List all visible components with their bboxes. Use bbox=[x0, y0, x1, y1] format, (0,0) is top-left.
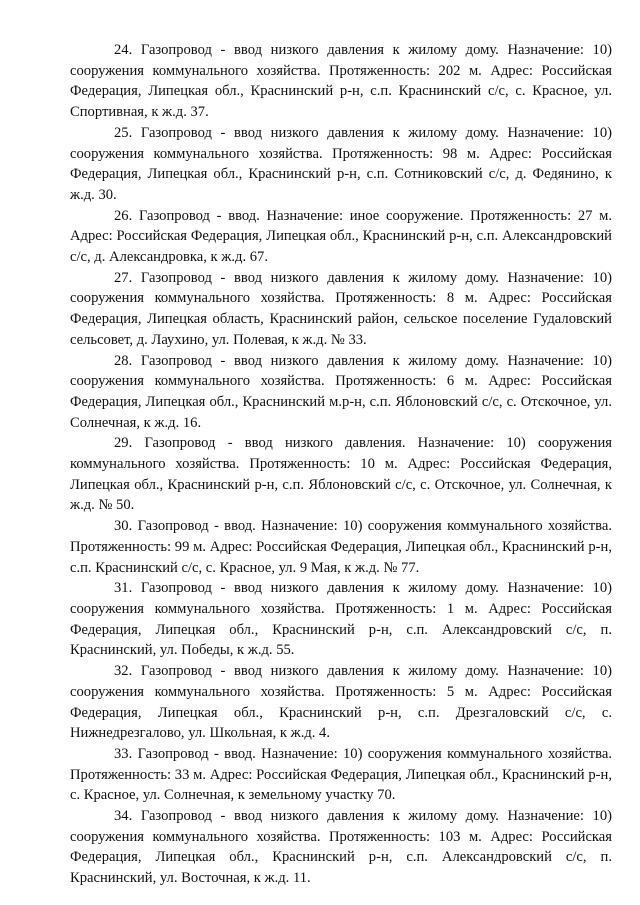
list-item-24: 24. Газопровод - ввод низкого давления к жилому дому. Назначение: 10) сооружения коммунального хозяйства. Протяженность: 202 м. Адрес: Российская Федерация, Липецкая обл., Краснинский р-н, с.п. Краснинский с/с, с. Красное, ул. Спортивная, к ж.д. 37. bbox=[70, 42, 612, 121]
list-item-32: 32. Газопровод - ввод низкого давления к жилому дому. Назначение: 10) сооружения коммунального хозяйства. Протяженность: 5 м. Адрес: Российская Федерация, Липецкая обл., Краснинский р-н, с.п. Дрезгаловский с/с, с. Нижнедрезгалово, ул. Школьная, к ж.д. 4. bbox=[70, 663, 612, 742]
list-item-28: 28. Газопровод - ввод низкого давления к жилому дому. Назначение: 10) сооружения коммунального хозяйства. Протяженность: 6 м. Адрес: Российская Федерация, Липецкая обл., Краснинский м.р-н, с.п. Яблоновский с/с, с. Отскочное, ул. Солнечная, к ж.д. 16. bbox=[70, 352, 612, 431]
list-item-26: 26. Газопровод - ввод. Назначение: иное сооружение. Протяженность: 27 м. Адрес: Российская Федерация, Липецкая обл., Краснинский р-н, с.п. Александровский с/с, д. Александровка, к ж.д. 67. bbox=[70, 207, 612, 266]
list-item-34: 34. Газопровод - ввод низкого давления к жилому дому. Назначение: 10) сооружения коммунального хозяйства. Протяженность: 103 м. Адрес: Российская Федерация, Липецкая обл., Краснинский р-н, с.п. Александровский с/с, п. Краснинский, ул. Восточная, к ж.д. 11. bbox=[70, 808, 612, 887]
list-item-29: 29. Газопровод - ввод низкого давления. Назначение: 10) сооружения коммунального хозяйства. Протяженность: 10 м. Адрес: Российская Федерация, Липецкая обл., Краснинский р-н, с.п. Яблоновский с/с, с. Отскочное, ул. Солнечная, к ж.д. № 50. bbox=[70, 435, 612, 514]
list-item-27: 27. Газопровод - ввод низкого давления к жилому дому. Назначение: 10) сооружения коммунального хозяйства. Протяженность: 8 м. Адрес: Российская Федерация, Липецкая область, Краснинский район, сельское поселение Гудаловский сельсовет, д. Лаухино, ул. Полевая, к ж.д. № 33. bbox=[70, 269, 612, 348]
document-page bbox=[70, 40, 612, 889]
list-item-31: 31. Газопровод - ввод низкого давления к жилому дому. Назначение: 10) сооружения коммунального хозяйства. Протяженность: 1 м. Адрес: Российская Федерация, Липецкая обл., Краснинский р-н, с.п. Александровский с/с, п. Краснинский, ул. Победы, к ж.д. 55. bbox=[70, 580, 612, 659]
list-item-25: 25. Газопровод - ввод низкого давления к жилому дому. Назначение: 10) сооружения коммунального хозяйства. Протяженность: 98 м. Адрес: Российская Федерация, Липецкая обл., Краснинский р-н, с.п. Сотниковский с/с, д. Федянино, к ж.д. 30. bbox=[70, 124, 612, 203]
list-item-33: 33. Газопровод - ввод. Назначение: 10) сооружения коммунального хозяйства. Протяженность: 33 м. Адрес: Российская Федерация, Липецкая обл., Краснинский р-н, с. Красное, ул. Солнечная, к земельному участку 70. bbox=[70, 745, 612, 804]
list-item-30: 30. Газопровод - ввод. Назначение: 10) сооружения коммунального хозяйства. Протяженность: 99 м. Адрес: Российская Федерация, Липецкая обл., Краснинский р-н, с.п. Краснинский с/с, с. Красное, ул. 9 Мая, к ж.д. № 77. bbox=[70, 518, 612, 576]
